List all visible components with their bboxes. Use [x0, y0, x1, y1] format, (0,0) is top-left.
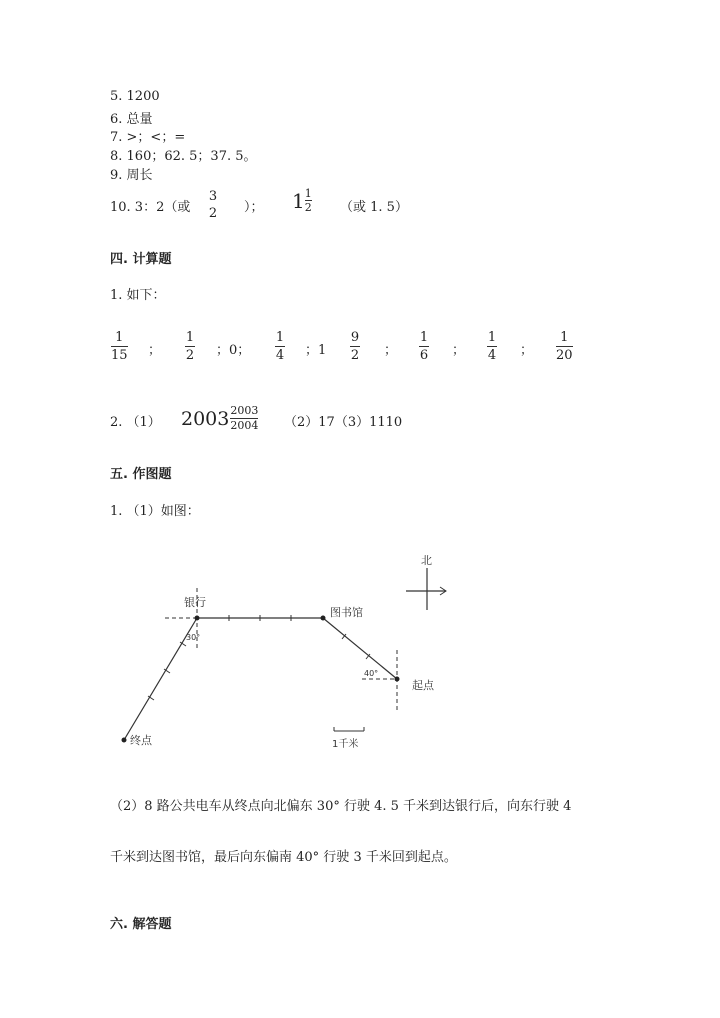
separator: ；	[452, 343, 466, 358]
start-label: 起点	[412, 679, 434, 692]
fraction-denominator: 20	[556, 348, 573, 363]
answer-10-prefix: 10. 3：2（或	[110, 200, 191, 215]
separator: ；0；	[216, 343, 251, 358]
north-label: 北	[421, 554, 432, 567]
separator: ；	[520, 343, 534, 358]
fraction-4	[350, 330, 360, 363]
fraction-numerator: 1	[185, 330, 195, 345]
library-label: 图书馆	[330, 606, 363, 619]
fraction-numerator: 3	[208, 189, 218, 204]
fraction-denominator: 2	[185, 348, 195, 363]
bank-label: 银行	[184, 596, 206, 609]
mixed-whole: 2003	[181, 407, 230, 430]
fraction-denominator: 6	[419, 348, 429, 363]
library-point	[321, 616, 326, 621]
section-4-q1-label: 1. 如下：	[110, 288, 166, 303]
fraction-numerator: 9	[350, 330, 360, 345]
fraction-denominator: 4	[487, 348, 497, 363]
fraction-numerator: 1	[487, 330, 497, 345]
answer-5: 5. 1200	[110, 89, 160, 104]
scale-label: 1千米	[332, 739, 359, 750]
answer-10-fraction	[208, 189, 218, 221]
mixed-numerator: 2003	[230, 404, 259, 417]
fraction-6	[487, 330, 497, 363]
route-diagram	[0, 540, 720, 770]
section-5-q1-part2-line2: 千米到达图书馆，最后向东偏南 40° 行驶 3 千米回到起点。	[110, 850, 457, 865]
fraction-denominator: 2	[208, 206, 218, 221]
mixed-whole: 1	[292, 188, 305, 213]
fraction-3	[275, 330, 285, 363]
fraction-denominator: 2	[350, 348, 360, 363]
bank-point	[195, 616, 200, 621]
angle-start-label: 40°	[364, 669, 379, 678]
scale-bar	[332, 727, 364, 750]
fraction-numerator: 1	[275, 330, 285, 345]
fraction-5	[419, 330, 429, 363]
separator: ；	[148, 343, 162, 358]
fraction-denominator: 4	[275, 348, 285, 363]
answer-7: 7. >；<；=	[110, 130, 186, 145]
section-4-title: 四. 计算题	[110, 252, 172, 267]
section-6-title: 六. 解答题	[110, 917, 172, 932]
separator: ；1	[305, 343, 327, 358]
angle-bank-label: 30°	[186, 633, 201, 642]
start-point	[395, 677, 400, 682]
mixed-denominator: 2	[304, 201, 312, 214]
fraction-7	[556, 330, 573, 363]
mixed-numerator: 1	[304, 187, 312, 200]
section-4-q2-mixed-number	[181, 405, 258, 432]
fraction-numerator: 1	[115, 330, 124, 345]
section-5-title: 五. 作图题	[110, 467, 172, 482]
answer-6: 6. 总量	[110, 112, 153, 127]
answer-10-mid: ）；	[244, 200, 264, 215]
answer-9: 9. 周长	[110, 168, 153, 183]
section-4-q2-prefix: 2. （1）	[110, 415, 161, 430]
answer-10-mixed-number	[292, 188, 312, 213]
separator: ；	[384, 343, 398, 358]
section-5-q1-label: 1. （1）如图：	[110, 504, 200, 519]
answer-8: 8. 160；62. 5；37. 5。	[110, 149, 257, 164]
fraction-numerator: 1	[419, 330, 429, 345]
route-library-to-start	[323, 618, 397, 679]
fraction-2	[185, 330, 195, 363]
north-compass	[406, 554, 446, 610]
end-point	[122, 738, 127, 743]
fraction-1	[111, 330, 128, 363]
fraction-denominator: 15	[111, 348, 128, 363]
route-ticks	[148, 615, 370, 700]
end-label: 终点	[130, 734, 152, 747]
answer-10-suffix: （或 1. 5）	[340, 200, 408, 215]
fraction-numerator: 1	[560, 330, 569, 345]
section-4-q2-suffix: （2）17（3）1110	[284, 415, 403, 430]
mixed-denominator: 2004	[230, 419, 259, 432]
section-5-q1-part2-line1: （2）8 路公共电车从终点向北偏东 30° 行驶 4. 5 千米到达银行后，向东行驶 4	[110, 799, 572, 814]
